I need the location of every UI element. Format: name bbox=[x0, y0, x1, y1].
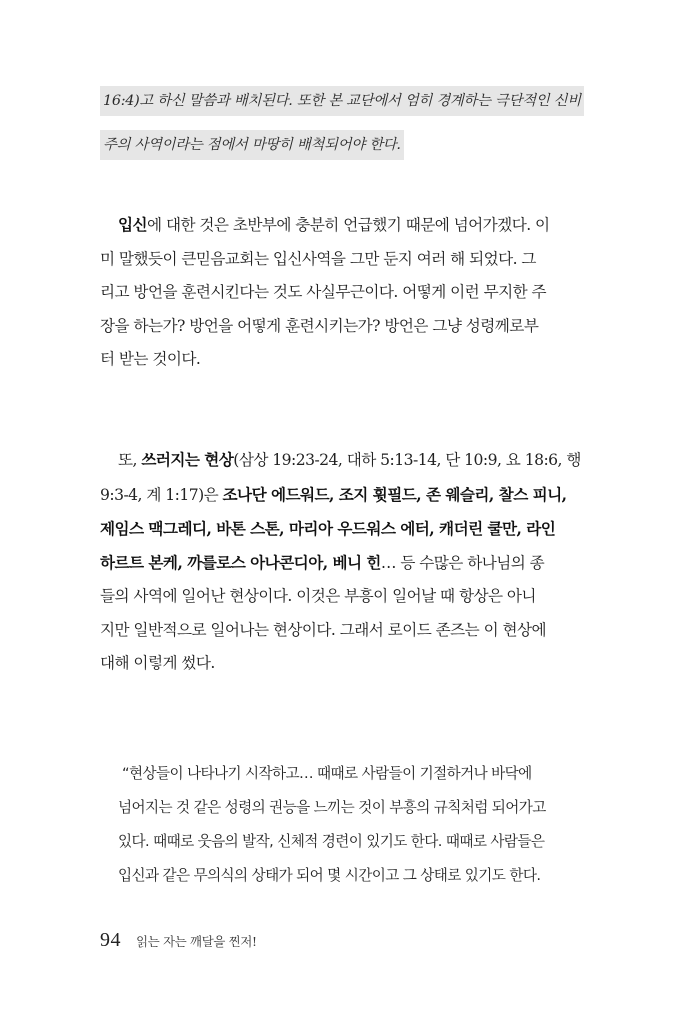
paragraph-line: 터 받는 것이다. bbox=[100, 350, 201, 368]
paragraph-line: 들의 사역에 일어난 현상이다. 이것은 부흥이 일어날 때 항상은 아니 bbox=[100, 587, 536, 605]
bold-term: 입신 bbox=[118, 215, 148, 234]
page-number: 94 bbox=[100, 929, 121, 951]
text-run: 또, bbox=[118, 451, 142, 469]
text-run: 에 대한 것은 초반부에 충분히 언급했기 때문에 넘어가겠다. 이 bbox=[147, 216, 550, 234]
quote-line: 있다. 때때로 웃음의 발작, 신체적 경련이 있기도 한다. 때때로 사람들은 bbox=[118, 833, 545, 850]
paragraph-line: 미 말했듯이 큰믿음교회는 입신사역을 그만 둔지 여러 해 되었다. 그 bbox=[100, 249, 536, 268]
paragraph-line bbox=[100, 478, 600, 513]
text-run: (삼상 19:23-24, 대하 5:13-14, 단 10:9, 요 18:6, 행 bbox=[233, 451, 581, 469]
quote-line: 입신과 같은 무의식의 상태가 되어 몇 시간이고 그 상태로 있기도 한다. bbox=[118, 867, 541, 884]
paragraph-line bbox=[100, 546, 600, 581]
quote-line: 넘어지는 것 같은 성령의 권능을 느끼는 것이 부흥의 규칙처럼 되어가고 bbox=[118, 799, 546, 816]
highlighted-quote bbox=[100, 86, 608, 174]
running-title: 읽는 자는 깨달을 찐저! bbox=[136, 934, 257, 949]
bold-term: 쓰러지는 현상 bbox=[141, 450, 234, 469]
paragraph-line bbox=[100, 208, 600, 243]
block-quote bbox=[118, 757, 588, 893]
paragraph-inspiration bbox=[100, 208, 600, 377]
text-run: … 등 수많은 하나님의 종 bbox=[380, 553, 545, 572]
paragraph-line: 장을 하는가? 방언을 어떻게 훈련시키는가? 방언은 그냥 성령께로부 bbox=[100, 316, 539, 335]
highlighted-line: 주의 사역이라는 점에서 마땅히 배척되어야 한다. bbox=[100, 130, 404, 160]
bold-names: 조나단 에드워드, 조지 휫필드, 존 웨슬리, 찰스 피니, bbox=[222, 484, 567, 504]
paragraph-line: 제임스 맥그레디, 바톤 스톤, 마리아 우드워스 에터, 캐더린 쿨만, 라인 bbox=[100, 519, 556, 538]
paragraph-line: 지만 일반적으로 일어나는 현상이다. 그래서 로이드 존즈는 이 현상에 bbox=[100, 620, 547, 639]
paragraph-line bbox=[100, 443, 600, 478]
bold-names: 하르트 본케, 까를로스 아나콘디아, 베니 힌 bbox=[100, 552, 381, 572]
text-run: 9:3-4, 계 1:17)은 bbox=[100, 485, 223, 504]
highlighted-line: 16:4)고 하신 말씀과 배치된다. 또한 본 교단에서 엄히 경계하는 극단적인 신비 bbox=[100, 86, 584, 116]
quote-line: “현상들이 나타나기 시작하고… 때때로 사람들이 기절하거나 바닥에 bbox=[122, 765, 532, 782]
paragraph-line: 대해 이렇게 썼다. bbox=[100, 654, 215, 672]
paragraph-falling-phenomenon bbox=[100, 443, 600, 681]
page-footer bbox=[100, 929, 257, 952]
paragraph-line: 리고 방언을 훈련시킨다는 것도 사실무근이다. 어떻게 이런 무지한 주 bbox=[100, 283, 547, 301]
